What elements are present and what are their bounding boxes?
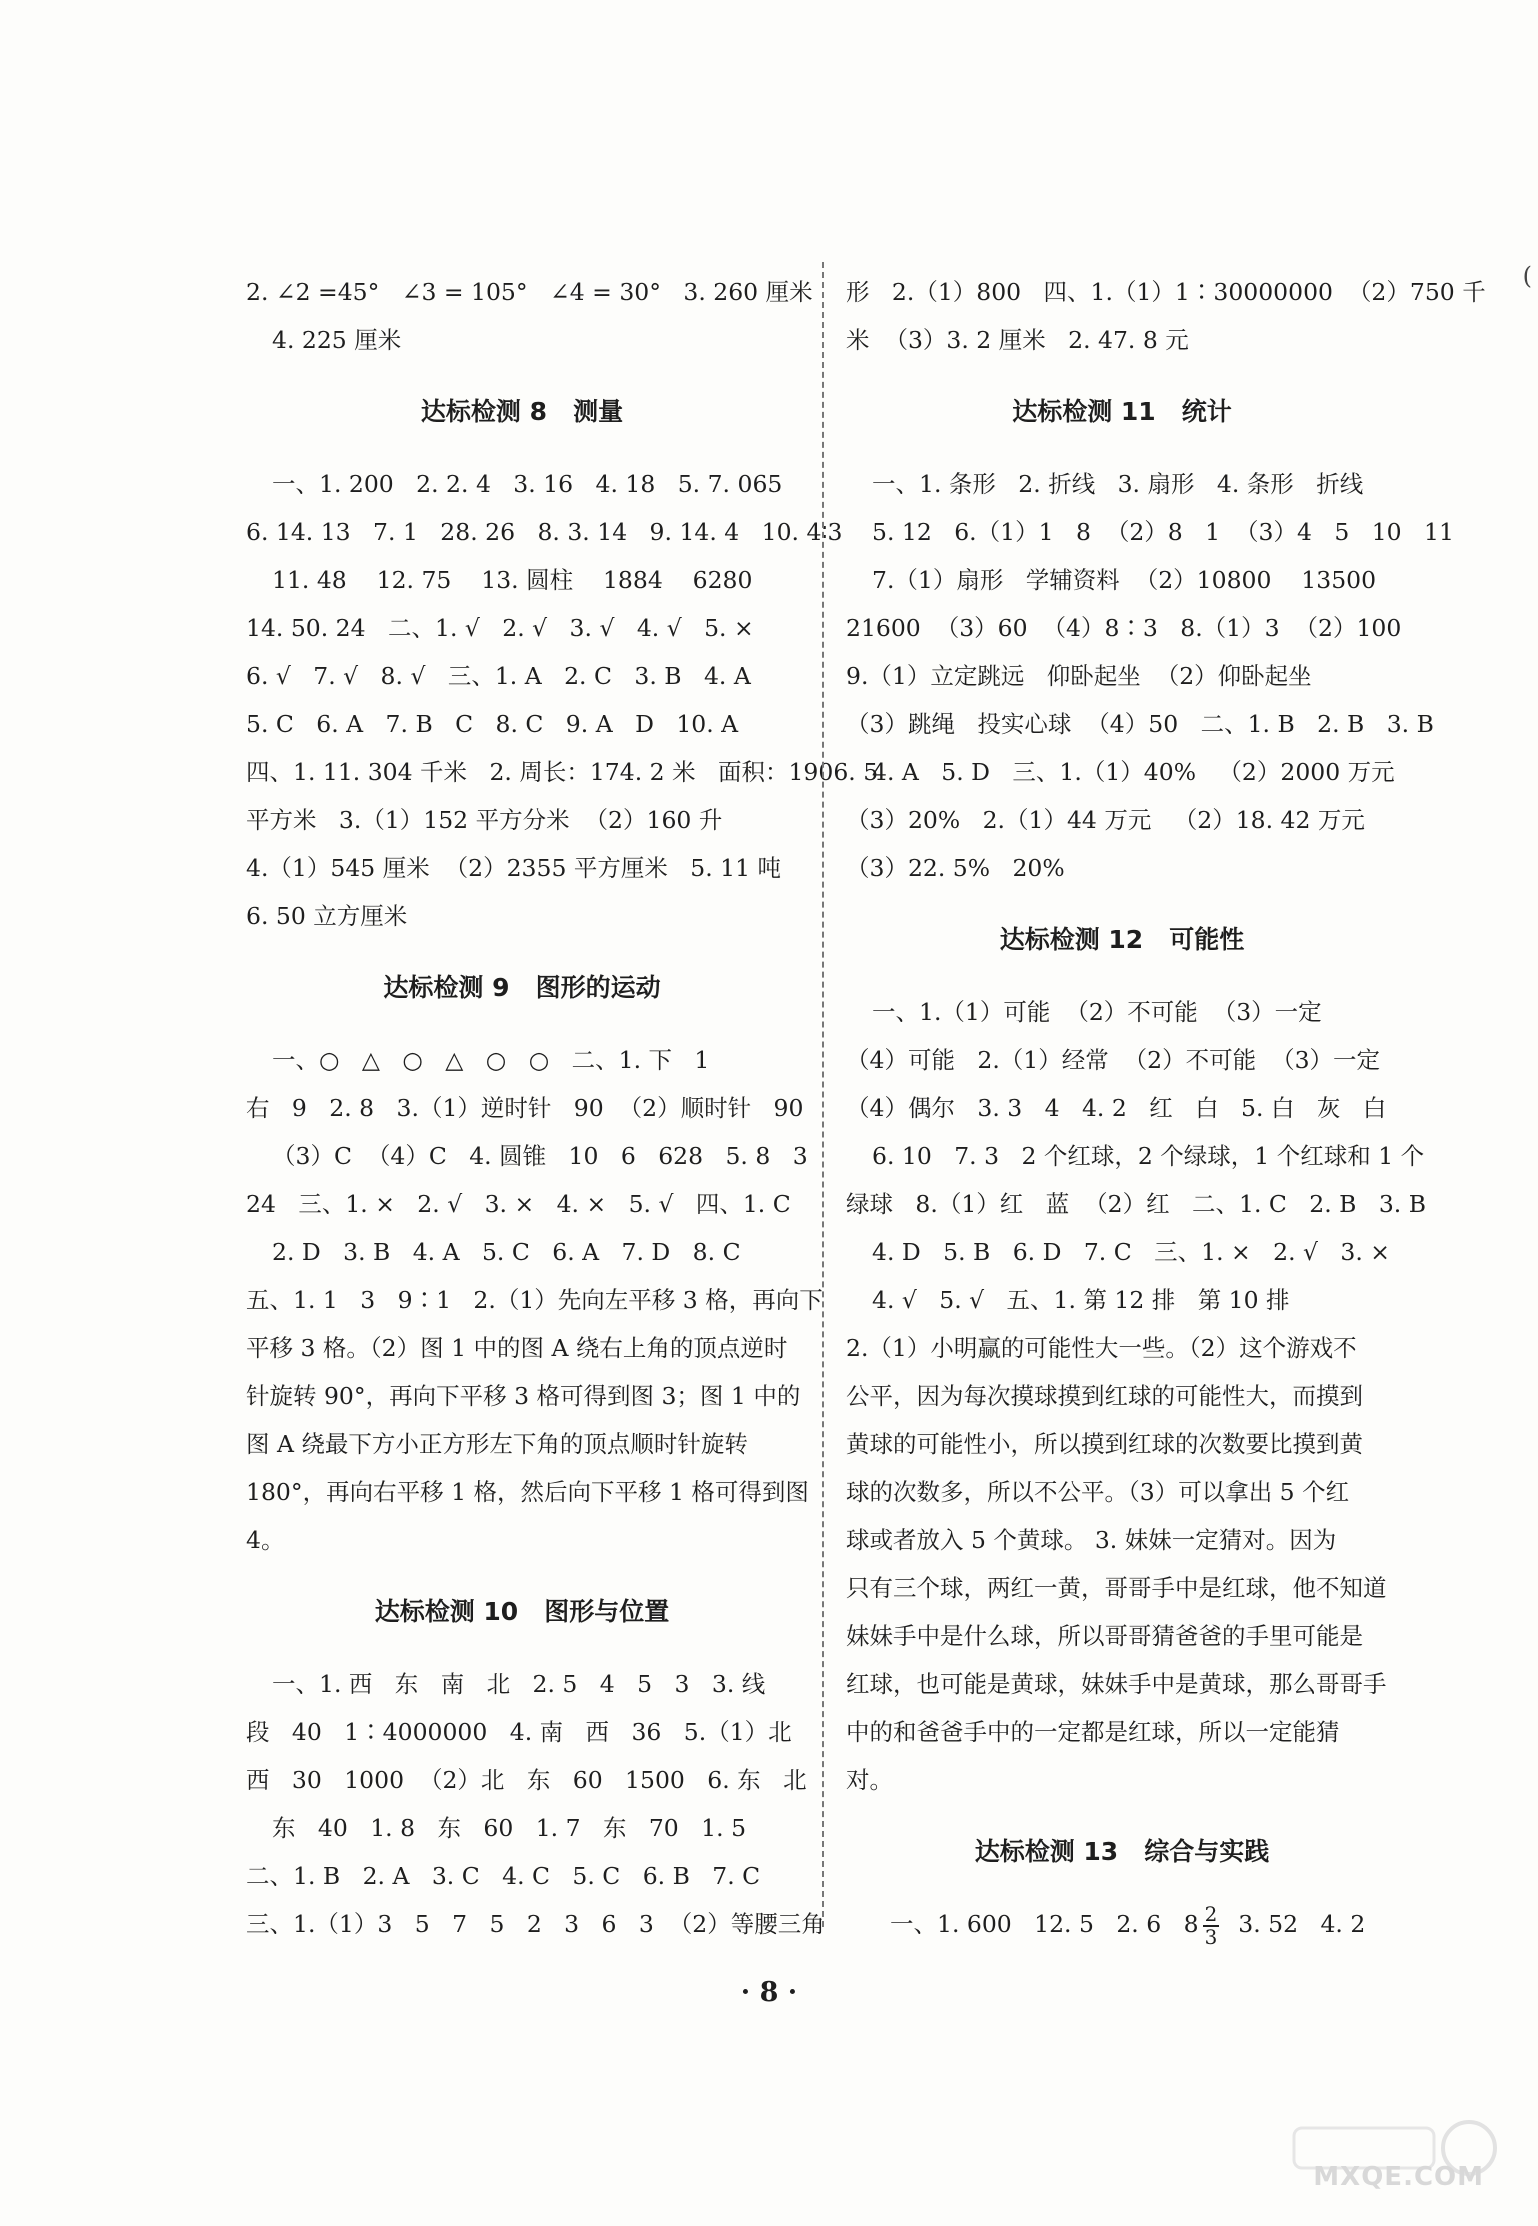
answer-line: 9.（1）立定跳远 仰卧起坐 （2）仰卧起坐	[846, 662, 1312, 690]
answer-line: 形 2.（1）800 四、1.（1）1∶30000000 （2）750 千	[846, 278, 1486, 306]
answer-text: 3. 52 4. 2	[1223, 1910, 1366, 1938]
answer-line: 4. √ 5. √ 五、1. 第 12 排 第 10 排	[872, 1286, 1290, 1314]
answer-line: 一、1.（1）可能 （2）不可能 （3）一定	[872, 998, 1322, 1026]
answer-line: 图 A 绕最下方小正方形左下角的顶点顺时针旋转	[246, 1430, 748, 1458]
section-heading: 达标检测 13 综合与实践	[974, 1837, 1270, 1866]
answer-line: 平方米 3.（1）152 平方分米 （2）160 升	[246, 806, 723, 834]
answer-line: 4. 225 厘米	[272, 326, 402, 354]
answer-line: 2. D 3. B 4. A 5. C 6. A 7. D 8. C	[272, 1238, 741, 1266]
answer-line: 6. √ 7. √ 8. √ 三、1. A 2. C 3. B 4. A	[246, 662, 751, 690]
answer-line: （3）20% 2.（1）44 万元 （2）18. 42 万元	[846, 806, 1365, 834]
answer-line: 右 9 2. 8 3.（1）逆时针 90 （2）顺时针 90	[246, 1094, 804, 1122]
answer-line: 东 40 1. 8 东 60 1. 7 东 70 1. 5	[272, 1814, 747, 1842]
answer-line: 6. 14. 13 7. 1 28. 26 8. 3. 14 9. 14. 4 10. 4∶3	[246, 518, 843, 546]
answer-line: 五、1. 1 3 9∶1 2.（1）先向左平移 3 格，再向下	[246, 1286, 823, 1314]
answer-line: 6. 50 立方厘米	[246, 902, 408, 930]
answer-line: 6. 10 7. 3 2 个红球，2 个绿球，1 个红球和 1 个	[872, 1142, 1425, 1170]
answer-line: （3）跳绳 投实心球 （4）50 二、1. B 2. B 3. B	[846, 710, 1434, 738]
answer-line: 妹妹手中是什么球，所以哥哥猜爸爸的手里可能是	[846, 1622, 1363, 1650]
answer-line: 只有三个球，两红一黄，哥哥手中是红球，他不知道	[846, 1574, 1387, 1602]
answer-line	[846, 1900, 1398, 1948]
section-heading: 达标检测 11 统计	[1012, 397, 1232, 426]
answer-line: 4.（1）545 厘米 （2）2355 平方厘米 5. 11 吨	[246, 854, 782, 882]
answer-line: （3）C （4）C 4. 圆锥 10 6 628 5. 8 3	[272, 1142, 808, 1170]
answer-line: 180°，再向右平移 1 格，然后向下平移 1 格可得到图	[246, 1478, 809, 1506]
page-number: · 8 ·	[740, 1977, 798, 2008]
answer-line: 24 三、1. × 2. √ 3. × 4. × 5. √ 四、1. C	[246, 1190, 791, 1218]
answer-text: 一、1. 600 12. 5 2. 6 8	[890, 1910, 1199, 1938]
section-heading: 达标检测 10 图形与位置	[374, 1597, 670, 1626]
answer-line: 米 （3）3. 2 厘米 2. 47. 8 元	[846, 326, 1189, 354]
section-heading: 达标检测 12 可能性	[999, 925, 1245, 954]
answer-line: 一、1. 条形 2. 折线 3. 扇形 4. 条形 折线	[872, 470, 1364, 498]
watermark-url: MXQE.COM	[1313, 2162, 1484, 2192]
fraction	[1203, 1901, 1220, 1949]
answer-line: 一、1. 西 东 南 北 2. 5 4 5 3 3. 线	[272, 1670, 766, 1698]
answer-line: 红球，也可能是黄球，妹妹手中是黄球，那么哥哥手	[846, 1670, 1387, 1698]
answer-line: 西 30 1000 （2）北 东 60 1500 6. 东 北	[246, 1766, 807, 1794]
answer-line: 11. 48 12. 75 13. 圆柱 1884 6280	[272, 566, 753, 594]
answer-line: 四、1. 11. 304 千米 2. 周长：174. 2 米 面积：1906. 5	[246, 758, 879, 786]
answer-line: 一、1. 200 2. 2. 4 3. 16 4. 18 5. 7. 065	[272, 470, 783, 498]
answer-line: 三、1.（1）3 5 7 5 2 3 6 3 （2）等腰三角	[246, 1910, 825, 1938]
section-heading: 达标检测 9 图形的运动	[383, 973, 661, 1002]
fraction-denominator: 3	[1204, 1924, 1218, 1949]
page-edge-mark: (	[1522, 262, 1532, 290]
answer-line: 平移 3 格。（2）图 1 中的图 A 绕右上角的顶点逆时	[246, 1334, 788, 1362]
fraction-numerator: 2	[1204, 1901, 1218, 1926]
left-column	[246, 268, 879, 1948]
answer-line: 球或者放入 5 个黄球。 3. 妹妹一定猜对。因为	[846, 1526, 1337, 1554]
answer-line: 一、○ △ ○ △ ○ ○ 二、1. 下 1	[272, 1046, 710, 1074]
answer-line: 球的次数多，所以不公平。（3）可以拿出 5 个红	[846, 1478, 1350, 1506]
answer-line: 7.（1）扇形 学辅资料 （2）10800 13500	[872, 566, 1377, 594]
answer-line: 4。	[246, 1526, 285, 1554]
answer-line: 2.（1）小明赢的可能性大一些。（2）这个游戏不	[846, 1334, 1357, 1362]
column-divider	[822, 262, 824, 1927]
answer-line: 黄球的可能性小，所以摸到红球的次数要比摸到黄	[846, 1430, 1363, 1458]
answer-line: 段 40 1∶4000000 4. 南 西 36 5.（1）北	[246, 1718, 792, 1746]
answer-line: 2. ∠2 =45° ∠3 = 105° ∠4 = 30° 3. 260 厘米	[246, 278, 813, 306]
watermark-logo	[1264, 2118, 1514, 2196]
answer-line: 中的和爸爸手中的一定都是红球，所以一定能猜	[846, 1718, 1340, 1746]
answer-line: 5. 12 6.（1）1 8 （2）8 1 （3）4 5 10 11	[872, 518, 1454, 546]
answer-line: 对。	[846, 1766, 893, 1794]
answer-line: 14. 50. 24 二、1. √ 2. √ 3. √ 4. √ 5. ×	[246, 614, 754, 642]
answer-line: 21600 （3）60 （4）8∶3 8.（1）3 （2）100	[846, 614, 1402, 642]
answer-line: 4. A 5. D 三、1.（1）40% （2）2000 万元	[872, 758, 1395, 786]
answer-line: （4）偶尔 3. 3 4 4. 2 红 白 5. 白 灰 白	[846, 1094, 1387, 1122]
answer-line: 5. C 6. A 7. B C 8. C 9. A D 10. A	[246, 710, 739, 738]
answer-line: 二、1. B 2. A 3. C 4. C 5. C 6. B 7. C	[246, 1862, 761, 1890]
answer-line: 绿球 8.（1）红 蓝 （2）红 二、1. C 2. B 3. B	[846, 1190, 1427, 1218]
right-column	[846, 268, 1486, 1949]
section-heading: 达标检测 8 测量	[420, 397, 624, 426]
answer-line: （3）22. 5% 20%	[846, 854, 1065, 882]
answer-line: （4）可能 2.（1）经常 （2）不可能 （3）一定	[846, 1046, 1381, 1074]
answer-line: 4. D 5. B 6. D 7. C 三、1. × 2. √ 3. ×	[872, 1238, 1390, 1266]
answer-line: 针旋转 90°，再向下平移 3 格可得到图 3；图 1 中的	[246, 1382, 801, 1410]
answer-line: 公平，因为每次摸球摸到红球的可能性大，而摸到	[846, 1382, 1363, 1410]
